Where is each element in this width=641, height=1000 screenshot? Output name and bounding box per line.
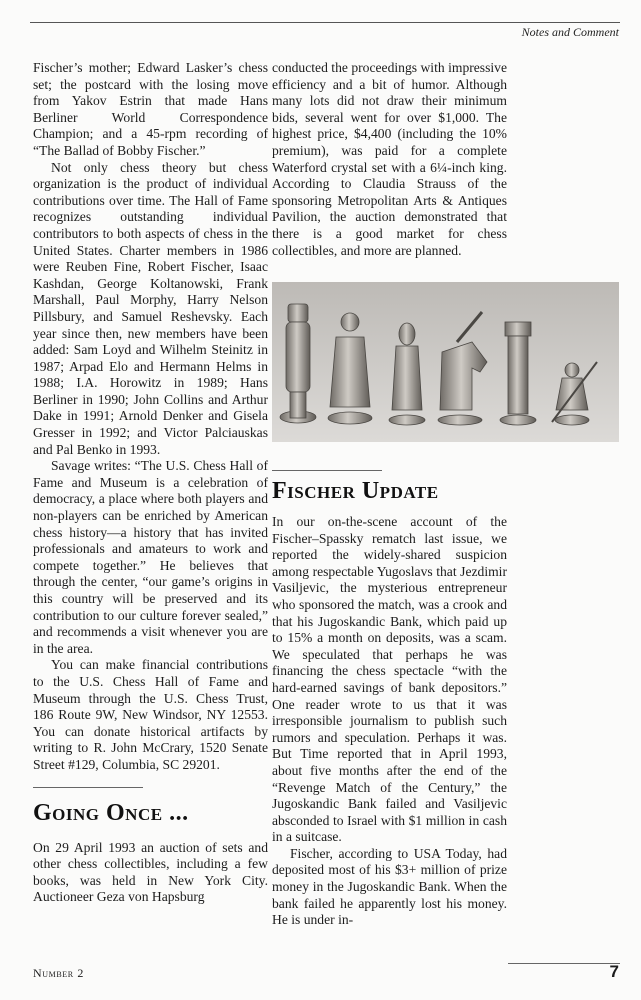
chess-pieces-illustration	[272, 282, 619, 442]
paragraph: Savage writes: “The U.S. Chess Hall of Fame and Museum is a celebration of democracy, a place where both players and non-players can be enriched by American chess history—a history that has invited professionals and amateurs to work and compete together.” He believes that through the center, “our game’s origins in this country will be preserved and its contribution to our culture forever sealed,” and recommends a visit whenever you are in the area.	[33, 458, 268, 656]
chess-pieces-photo	[272, 282, 619, 442]
issue-number: Number 2	[33, 966, 84, 980]
section-divider	[33, 787, 143, 788]
paragraph: In our on-the-scene account of the Fischer–Spassky rematch last issue, we reported the widely-shared suspicion among respectable Yugoslavs that Jezdimir Vasiljevic, the mysterious entrepreneur who sponsored the match, was a crook and that his Jugoskandic Bank, which paid up to 15% a month on deposits, was a scam. We speculated that perhaps he was financing the chess spectacle “with the hard-earned savings of bank depositors.” One reader wrote to us that it was irresponsible journalism to publish such rumors and speculation. Perhaps it was. But Time reported that in April 1993, about five months after the end of the “Revenge Match of the Century,” the Jugoskandic Bank failed and Vasiljevic absconded to Israel with $1 million in cash in a suitcase.	[272, 514, 507, 845]
footer-rule	[508, 963, 620, 964]
right-column-top	[272, 60, 507, 259]
paragraph: conducted the proceedings with impressive efficiency and a bit of humor. Although many lots did not draw their minimum bids, several went for over $1,000. The highest price, $4,400 (including the 10% premium), was paid for a complete Waterford crystal set with a 6¼-inch king. According to Claudia Strauss of the sponsoring Metropolitan Arts & Antiques Pavilion, the auction demonstrated that there is a good market for chess collectibles, and more are planned.	[272, 60, 507, 258]
paragraph: Not only chess theory but chess organization is the product of individual contributions over time. The Hall of Fame recognizes outstanding individual contributors to both aspects of chess in the United States. Charter members in 1986 were Reuben Fine, Robert Fischer, Isaac Kashdan, George Koltanowski, Frank Marshall, Paul Morphy, Harry Nelson Pillsbury, and Samuel Reshevsky. Each year since then, new members have been added: Sam Loyd and Wilhelm Steinitz in 1987; Arpad Elo and Hermann Helms in 1988; I.A. Horowitz in 1989; Hans Berliner in 1990; John Collins and Arthur Dake in 1991; Arnold Denker and Gisela Gresser in 1992; and Victor Palciauskas and Pal Benko in 1993.	[33, 159, 268, 457]
paragraph: You can make financial contributions to the U.S. Chess Hall of Fame and Museum through the U.S. Chess Trust, 186 Route 9W, New Windsor, NY 12553. You can donate historical artifacts by writing to R. John McCrary, 1520 Senate Street #129, Columbia, SC 29201.	[33, 657, 268, 772]
paragraph: On 29 April 1993 an auction of sets and other chess collectibles, including a few books, was held in New York City. Auctioneer Geza von Hapsburg	[33, 839, 268, 905]
section-heading: Fischer Update	[272, 478, 439, 504]
paragraph: Fischer, according to USA Today, had deposited most of his $3+ million of prize money in the Jugoskandic Bank. When the bank failed he apparently lost his money. He is under in-	[272, 845, 507, 928]
section-label: Notes and Comment	[521, 25, 619, 39]
right-column-bottom	[272, 514, 507, 929]
section-heading: Going Once ...	[33, 799, 189, 826]
left-column	[33, 60, 268, 906]
section-divider	[272, 470, 382, 471]
paragraph: Fischer’s mother; Edward Lasker’s chess set; the postcard with the losing move from Yakov Estrin that made Hans Berliner World Correspondence Champion; and a 45-rpm recording of “The Ballad of Bobby Fischer.”	[33, 60, 268, 158]
top-rule	[30, 22, 620, 23]
page-number: 7	[609, 962, 619, 981]
